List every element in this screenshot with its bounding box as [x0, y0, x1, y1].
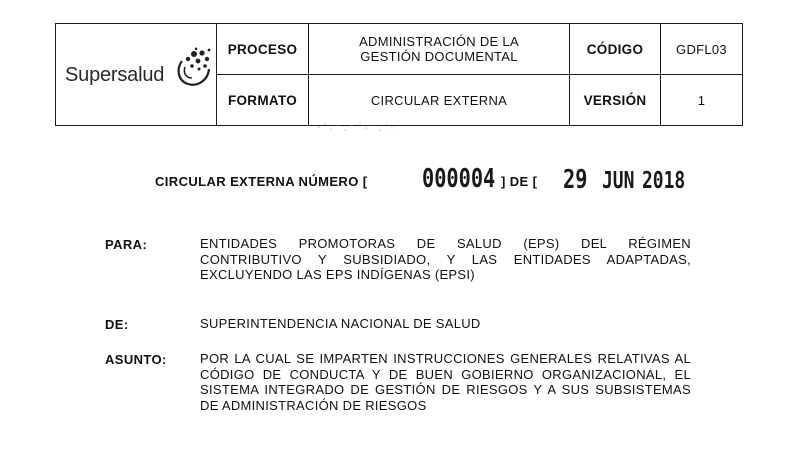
supersalud-wordmark: Supersalud — [65, 64, 165, 86]
logo-cell — [56, 24, 217, 126]
field-key-para: PARA: — [105, 237, 148, 252]
radiating-dots-circle-icon — [174, 47, 212, 87]
format-label: FORMATO — [217, 75, 309, 126]
field-key-de: DE: — [105, 317, 129, 332]
process-value: ADMINISTRACIÓN DE LA GESTIÓN DOCUMENTAL — [309, 24, 570, 75]
code-label: CÓDIGO — [570, 24, 661, 75]
field-value-de: SUPERINTENDENCIA NACIONAL DE SALUD — [200, 316, 481, 331]
circular-date-connector: ] DE [ — [501, 174, 538, 189]
format-value: CIRCULAR EXTERNA — [309, 75, 570, 126]
version-value: 1 — [661, 75, 743, 126]
process-label: PROCESO — [217, 24, 309, 75]
circular-number-stamp: 000004 — [422, 164, 496, 194]
date-month-stamp: JUN — [602, 168, 635, 194]
circular-number-label: CIRCULAR EXTERNA NÚMERO [ — [155, 174, 368, 189]
field-value-para: ENTIDADES PROMOTORAS DE SALUD (EPS) DEL RÉGIMEN CONTRIBUTIVO Y SUBSIDIADO, Y LAS ENTIDADES ADAPTADAS, EXCLUYENDO LAS EPS INDÍGENAS (EPSI) — [200, 236, 691, 283]
field-key-asunto: ASUNTO: — [105, 352, 167, 367]
version-label: VERSIÓN — [570, 75, 661, 126]
date-year-stamp: 2018 — [642, 168, 686, 194]
document-header-table — [55, 23, 743, 126]
date-day-stamp: 29 — [563, 165, 588, 195]
scan-speckle — [316, 118, 396, 134]
field-value-asunto: POR LA CUAL SE IMPARTEN INSTRUCCIONES GENERALES RELATIVAS AL CÓDIGO DE CONDUCTA Y DE BUEN GOBIERNO ORGANIZACIONAL, EL SISTEMA INTEGRADO DE GESTIÓN DE RIESGOS Y A SUS SUBSISTEMAS DE ADMINISTRACIÓN DE RIESGOS — [200, 351, 691, 413]
code-value: GDFL03 — [661, 24, 743, 75]
